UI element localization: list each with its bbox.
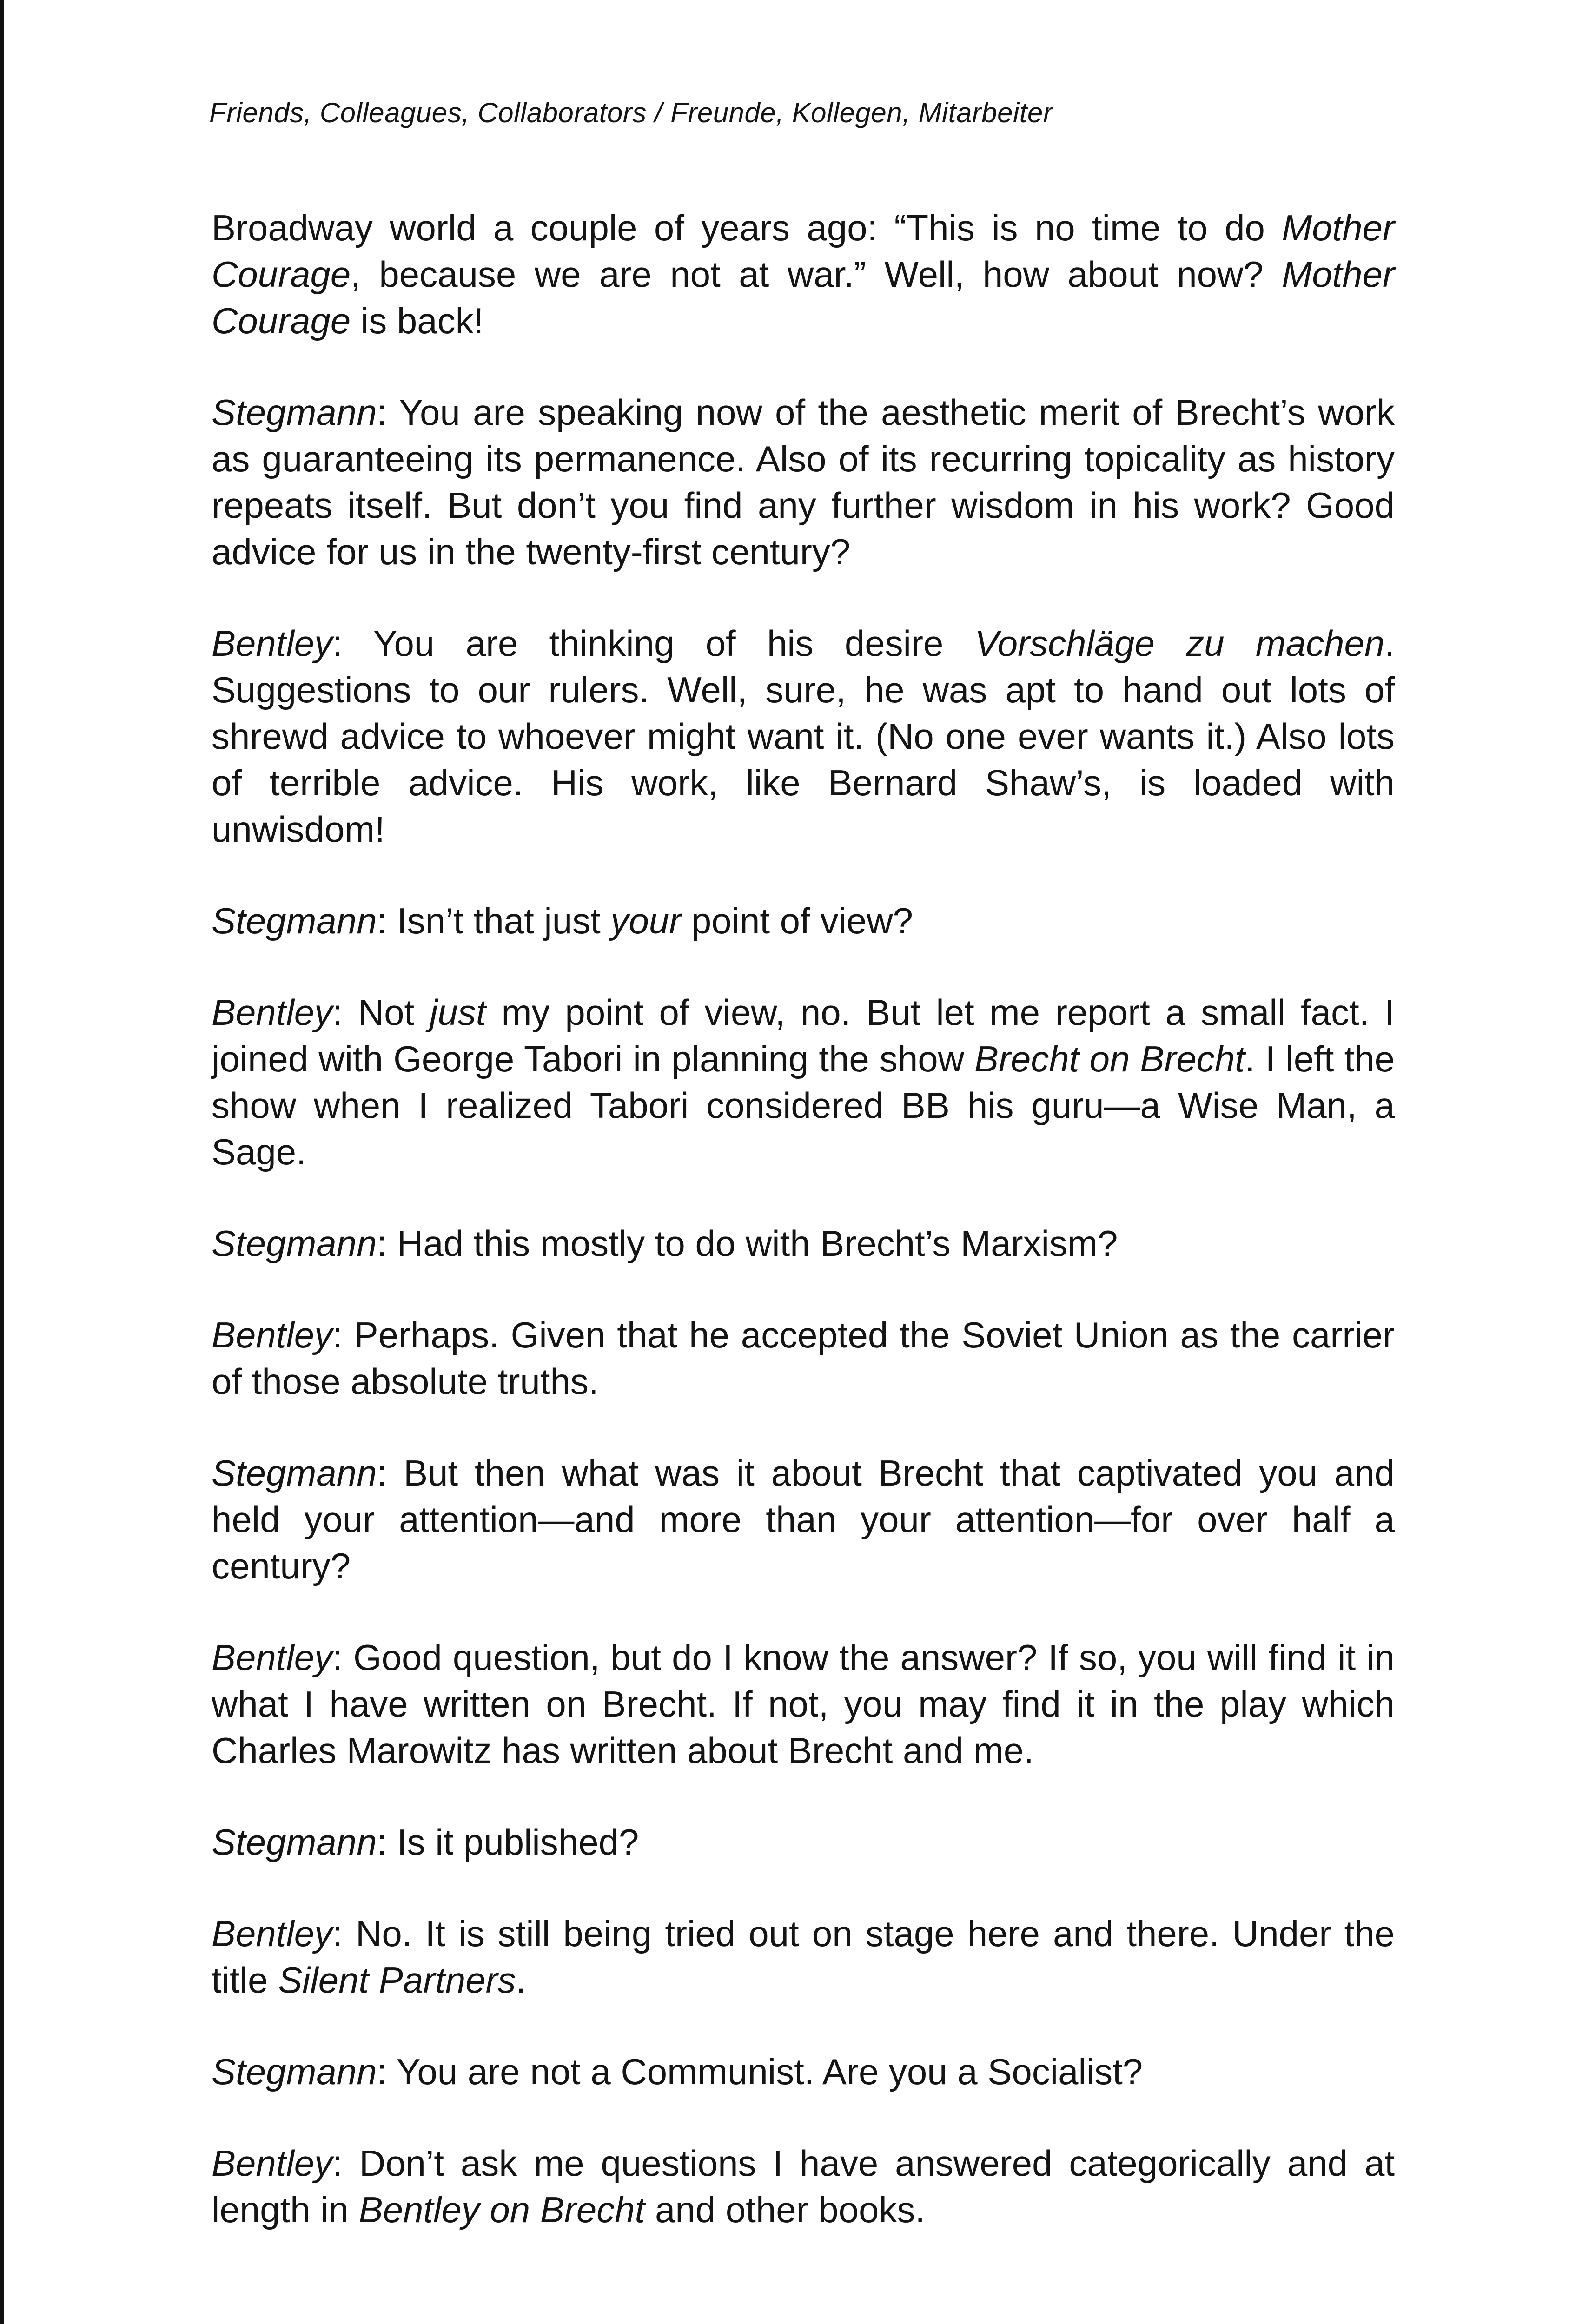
italic-text: Mother Courage xyxy=(212,254,1395,341)
paragraph: Bentley: You are thinking of his desire Vorschläge zu machen. Suggestions to our rulers. Well, sure, he was apt to hand out lots of shrewd advice to whoever might want it. (No one ever wants it.) Also lots of terrible advice. His work, like Bernard Shaw’s, is loaded with unwisdom! xyxy=(212,623,1395,850)
speaker-name: Stegmann xyxy=(212,1822,377,1862)
body-text: But then what was it about Brecht that captivated you and held your attention—and more than your attention—for over half a century? xyxy=(212,1452,1395,1586)
body-text: , because we are not at war.” Well, how about now? xyxy=(351,254,1282,295)
italic-text: your xyxy=(610,900,682,941)
italic-text: Bentley on Brecht xyxy=(358,2189,645,2230)
body-text: and other books. xyxy=(645,2189,926,2230)
speaker-name: Bentley xyxy=(212,2143,333,2184)
speaker-name: Stegmann xyxy=(212,2051,377,2092)
paragraph: Stegmann: You are not a Communist. Are you a Socialist? xyxy=(212,2051,1143,2092)
body-text: Don’t ask me questions I have answered categorically and at length in xyxy=(212,2143,1395,2230)
body-text: Perhaps. Given that he accepted the Soviet Union as the carrier of those absolute truths. xyxy=(212,1314,1395,1402)
speaker-name: Stegmann xyxy=(212,392,377,433)
page-left-edge-rule xyxy=(0,0,4,2324)
speaker-name: Stegmann xyxy=(212,1223,377,1264)
italic-text: Mother Courage xyxy=(212,207,1395,295)
speaker-name: Bentley xyxy=(212,1314,333,1355)
body-text: my point of view, no. But let me report a small fact. I joined with George Tabori in planning the show xyxy=(212,992,1395,1079)
paragraph: Stegmann: Is it published? xyxy=(212,1822,639,1862)
paragraph: Bentley: Not just my point of view, no. But let me report a small fact. I joined with George Tabori in planning the show Brecht on Brecht. I left the show when I realized Tabori considered BB his guru—a Wise Man, a Sage. xyxy=(212,992,1395,1172)
italic-text: Vorschläge zu machen xyxy=(974,623,1385,664)
body-text: Good question, but do I know the answer? If so, you will find it in what I have written on Brecht. If not, you may find it in the play which Charles Marowitz has written about Brecht and me. xyxy=(212,1637,1395,1771)
speaker-name: Bentley xyxy=(212,1637,333,1678)
speaker-name: Bentley xyxy=(212,1913,333,1954)
body-text: You are speaking now of the aesthetic merit of Brecht’s work as guaranteeing its permanence. Also of its recurring topicality as history repeats itself. But don’t you find any further wisdom in his work? Good advice for us in the twenty-first century? xyxy=(212,392,1395,572)
paragraph: Stegmann: Had this mostly to do with Brecht’s Marxism? xyxy=(212,1223,1118,1264)
body-text: . xyxy=(516,1960,526,2000)
speaker-name: Stegmann xyxy=(212,1452,377,1493)
paragraph: Bentley: Don’t ask me questions I have answered categorically and at length in Bentley on Brecht and other books. xyxy=(212,2143,1395,2230)
paragraph: Stegmann: But then what was it about Brecht that captivated you and held your attention—and more than your attention—for over half a century? xyxy=(212,1452,1395,1586)
italic-text: Brecht on Brecht xyxy=(974,1038,1245,1079)
interview-text xyxy=(212,205,1395,2233)
running-head: Friends, Colleagues, Collaborators / Freunde, Kollegen, Mitarbeiter xyxy=(209,97,1053,128)
body-text: Not xyxy=(357,992,430,1033)
body-text: . Suggestions to our rulers. Well, sure, he was apt to hand out lots of shrewd advice to whoever might want it. (No one ever wants it.) Also lots of terrible advice. His work, like Bernard Shaw’s, is loaded with unwisdom! xyxy=(212,623,1395,850)
body-text: Isn’t that just xyxy=(397,900,611,941)
body-text: You are thinking of his desire xyxy=(373,623,975,664)
italic-text: Silent Partners xyxy=(278,1960,516,2000)
paragraph: Stegmann: Isn’t that just your point of view? xyxy=(212,900,913,941)
body-text: is back! xyxy=(351,300,484,341)
paragraph: Stegmann: You are speaking now of the aesthetic merit of Brecht’s work as guaranteeing its permanence. Also of its recurring topicality as history repeats itself. But don’t you find any further wisdom in his work? Good advice for us in the twenty-first century? xyxy=(212,392,1395,572)
paragraph: Bentley: Perhaps. Given that he accepted the Soviet Union as the carrier of those absolute truths. xyxy=(212,1314,1395,1402)
italic-text: just xyxy=(430,992,486,1033)
paragraph: Bentley: Good question, but do I know the answer? If so, you will find it in what I have written on Brecht. If not, you may find it in the play which Charles Marowitz has written about Brecht and me. xyxy=(212,1637,1395,1771)
speaker-name: Stegmann xyxy=(212,900,377,941)
body-text: Had this mostly to do with Brecht’s Marxism? xyxy=(397,1223,1118,1264)
body-text: You are not a Communist. Are you a Socialist? xyxy=(396,2051,1143,2092)
paragraph: Bentley: No. It is still being tried out on stage here and there. Under the title Silent Partners. xyxy=(212,1913,1395,2000)
speaker-name: Bentley xyxy=(212,623,333,664)
body-text: No. It is still being tried out on stage here and there. Under the title xyxy=(212,1913,1395,2000)
paragraph xyxy=(212,205,1395,344)
body-text: . I left the show when I realized Tabori considered BB his guru—a Wise Man, a Sage. xyxy=(212,1038,1395,1172)
body-text: Is it published? xyxy=(397,1822,639,1862)
body-text: Broadway world a couple of years ago: “This is no time to do xyxy=(212,207,1282,248)
body-text: point of view? xyxy=(681,900,913,941)
speaker-name: Bentley xyxy=(212,992,333,1033)
